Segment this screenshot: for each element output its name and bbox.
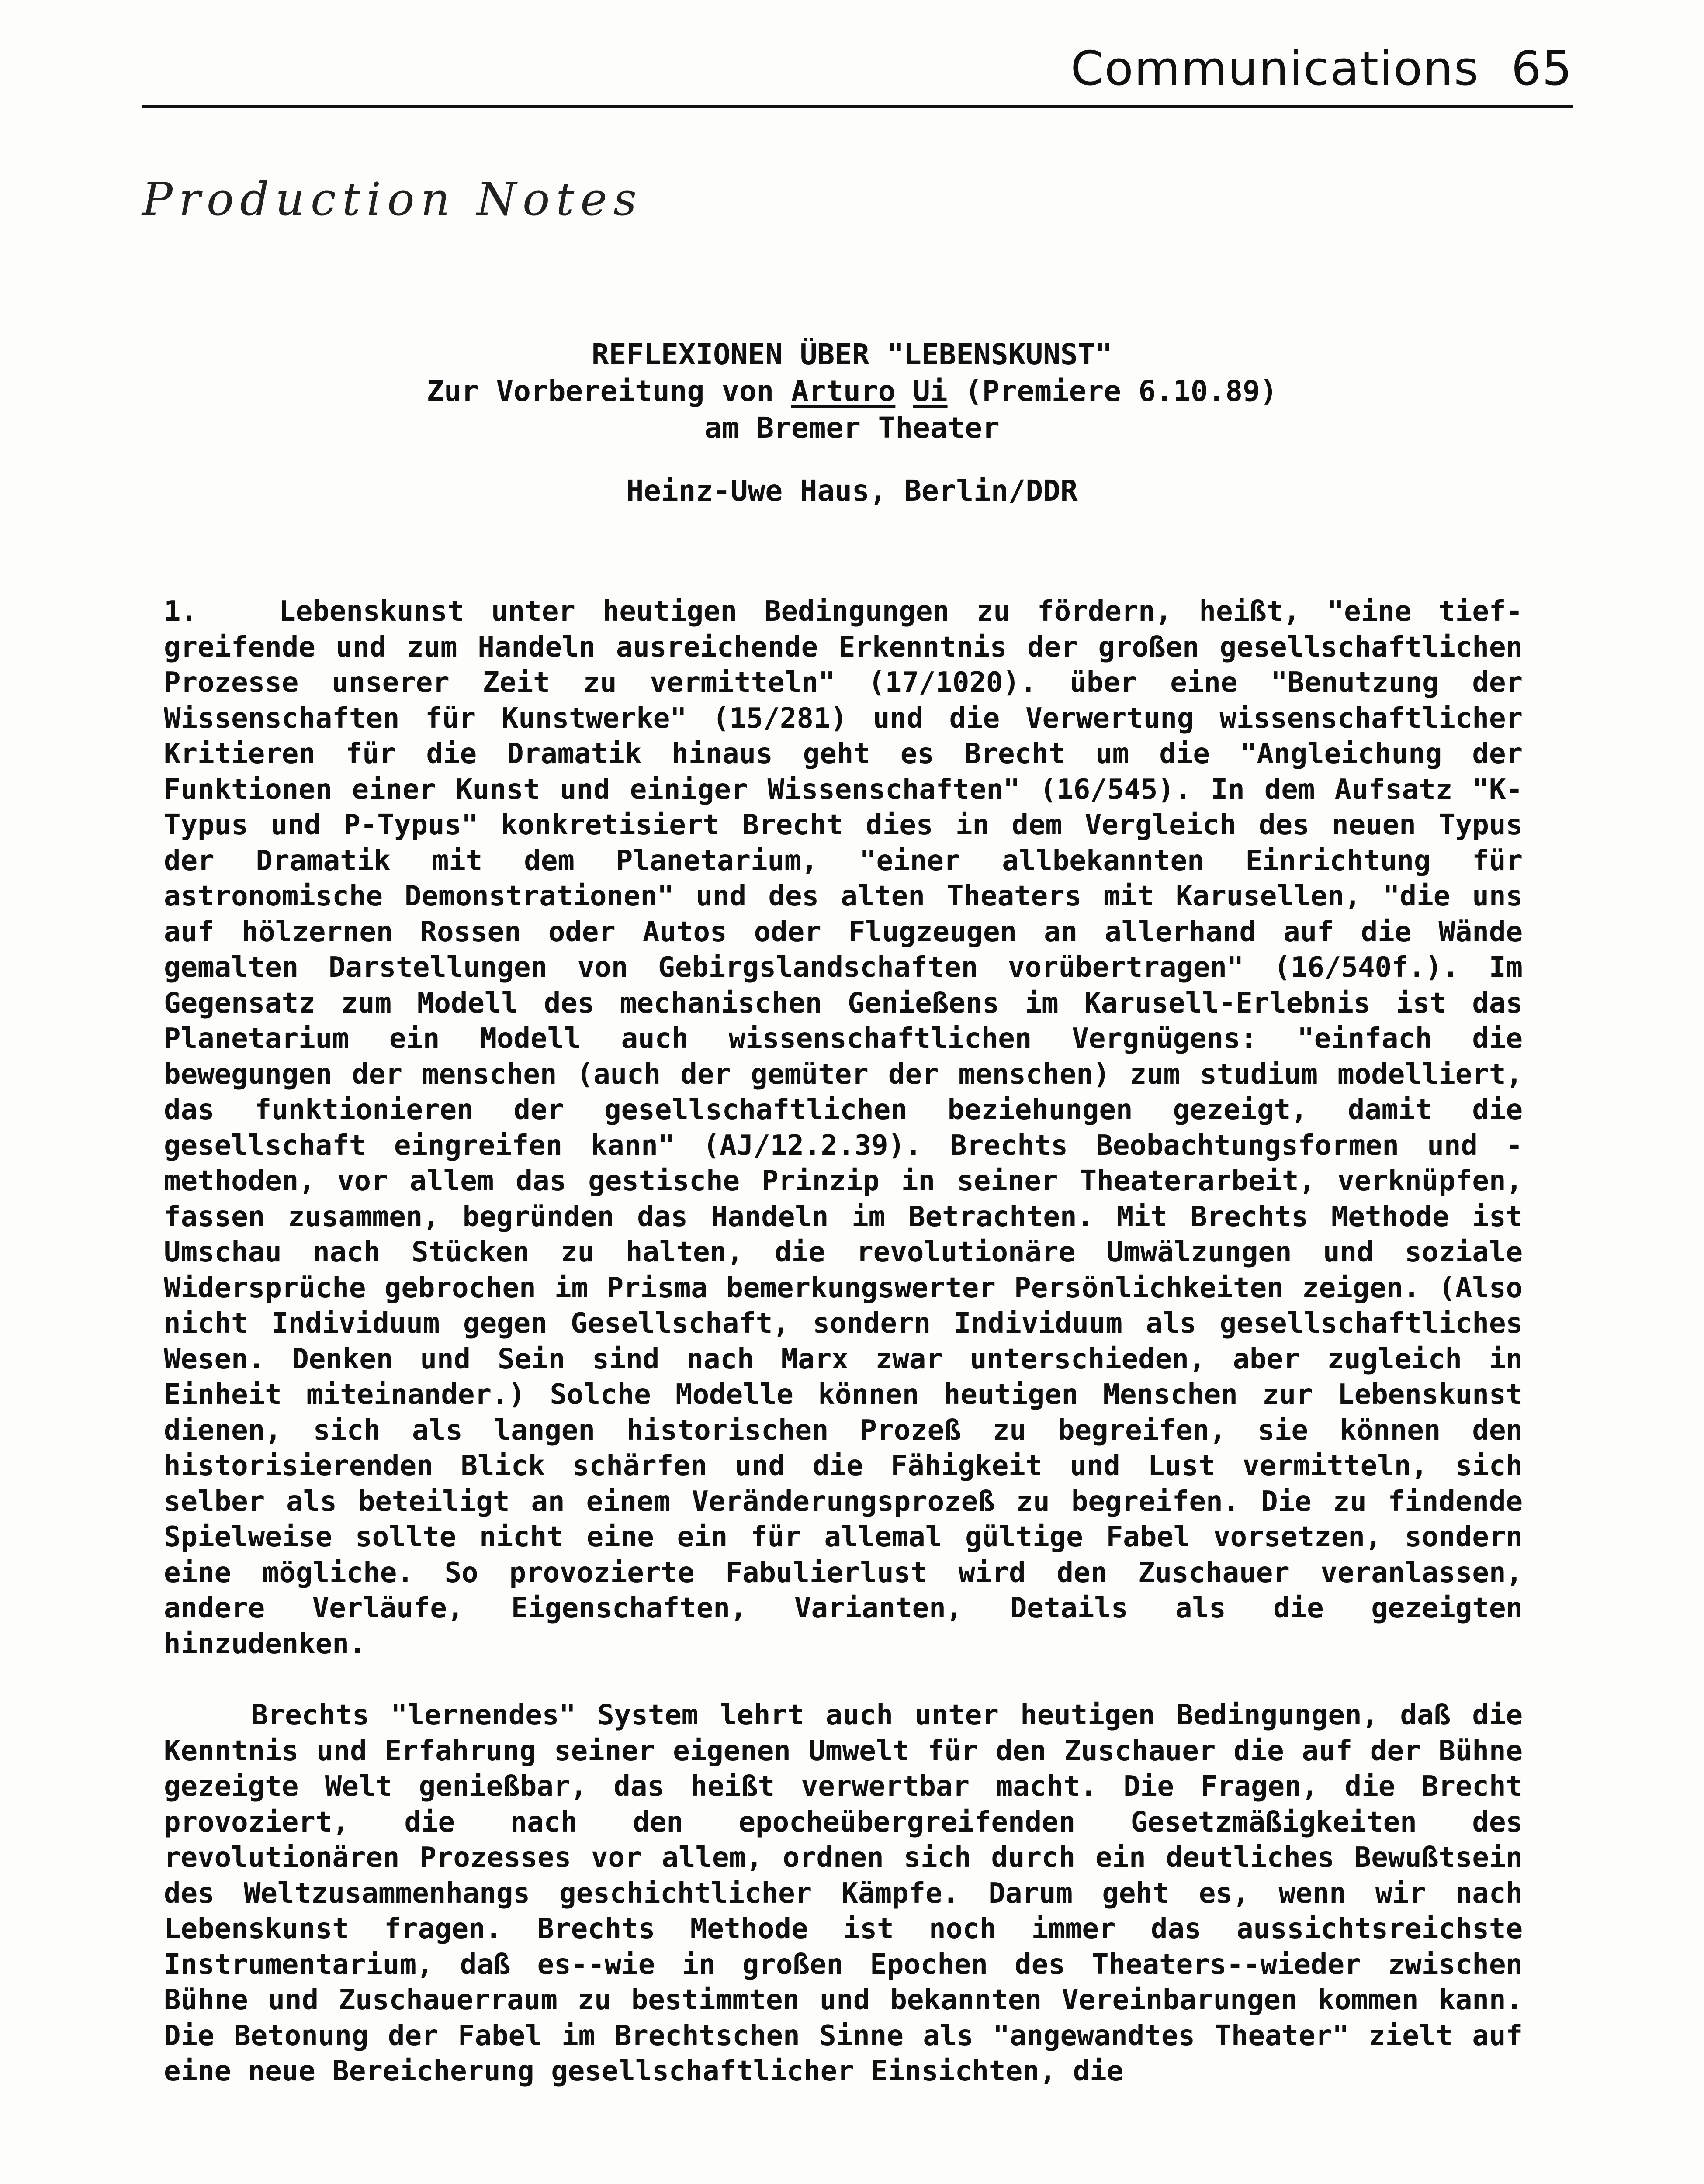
article-title: REFLEXIONEN ÜBER "LEBENSKUNST" xyxy=(591,338,1113,371)
paragraph-1-text: Lebenskunst unter heutigen Bedingungen zu fördern, heißt, "eine tiefgreifende und zum Handeln ausreichende Erkenntnis der großen gesellschaftlichen Prozesse unserer Zeit zu vermitteln" (17/1020). über eine "Benutzung der Wissenschaften für Kunstwerke" (15/281) und die Verwertung wissenschaftlicher Kritieren für die Dramatik hinaus geht es Brecht um die "Angleichung der Funktionen einer Kunst und einiger Wissenschaften" (16/545). In dem Aufsatz "K-Typus und P-Typus" konkretisiert Brecht dies in dem Vergleich des neuen Typus der Dramatik mit dem Planetarium, "einer allbekannten Einrichtung für astronomische Demonstrationen" und des alten Theaters mit Karusellen, "die uns auf hölzernen Rossen oder Autos oder Flugzeugen an allerhand auf die Wände gemalten Darstellungen von Gebirgslandschaften vorübertragen" (16/540f.). Im Gegensatz zum Modell des mechanischen Genießens im Karusell-Erlebnis ist das Planetarium ein Modell auch wissenschaftlichen Vergnügens: "einfach die bewegungen der menschen (auch der gemüter der menschen) zum studium modelliert, das funktionieren der gesellschaftlichen beziehungen gezeigt, damit die gesellschaft eingreifen kann" (AJ/12.2.39). Brechts Beobachtungsformen und -methoden, vor allem das gestische Prinzip in seiner Theaterarbeit, verknüpfen, fassen zusammen, begründen das Handeln im Betrachten. Mit Brechts Methode ist Umschau nach Stücken zu halten, die revolutionäre Umwälzungen und soziale Widersprüche gebrochen im Prisma bemerkungswerter Persönlichkeiten zeigen. (Also nicht Individuum gegen Gesellschaft, sondern Individuum als gesellschaftliches Wesen. Denken und Sein sind nach Marx zwar unterschieden, aber zugleich in Einheit miteinander.) Solche Modelle können heutigen Menschen zur Lebenskunst dienen, sich als langen historischen Prozeß zu begreifen, sie können den historisierenden Blick schärfen und die Fähigkeit und Lust vermitteln, sich selber als beteiligt an einem Veränderungsprozeß zu begreifen. Die zu findende Spielweise sollte nicht eine ein für allemal gültige Fabel vorsetzen, sondern eine mögliche. So provozierte Fabulierlust wird den Zuschauer veranlassen, andere Verläufe, Eigenschaften, Varianten, Details als die gezeigten hinzudenken. xyxy=(164,595,1523,1660)
article-subtitle xyxy=(0,373,1704,410)
paragraph-2-text: Brechts "lernendes" System lehrt auch unter heutigen Bedingungen, daß die Kenntnis und Erfahrung seiner eigenen Umwelt für den Zuschauer die auf der Bühne gezeigte Welt genießbar, das heißt verwertbar macht. Die Fragen, die Brecht provoziert, die nach den epocheübergreifenden Gesetzmäßigkeiten des revolutionären Prozesses vor allem, ordnen sich durch ein deutliches Bewußtsein des Weltzusammenhangs geschichtlicher Kämpfe. Darum geht es, wenn wir nach Lebenskunst fragen. Brechts Methode ist noch immer das aussichtsreichste Instrumentarium, daß es--wie in großen Epochen des Theaters--wieder zwischen Bühne und Zuschauerraum zu bestimmten und bekannten Vereinbarungen kommen kann. Die Betonung der Fabel im Brechtschen Sinne als "angewandtes Theater" zielt auf eine neue Bereicherung gesellschaftlicher Einsichten, die xyxy=(164,1699,1523,2087)
page-number: 65 xyxy=(1511,41,1573,96)
subtitle-work-title-2: Ui xyxy=(913,374,948,408)
subtitle-work-title-1: Arturo xyxy=(791,374,896,408)
paragraph-2 xyxy=(164,1698,1523,2090)
header-rule xyxy=(142,105,1573,108)
article-body xyxy=(164,594,1523,2090)
article-author: Heinz-Uwe Haus, Berlin/DDR xyxy=(626,474,1078,508)
subtitle-prefix: Zur Vorbereitung von xyxy=(426,374,791,408)
article-venue: am Bremer Theater xyxy=(704,411,1000,445)
paragraph-number: 1. xyxy=(164,595,198,628)
running-head-section: Communications xyxy=(1070,41,1479,96)
article-heading xyxy=(0,336,1704,509)
section-label: Production Notes xyxy=(142,173,643,226)
running-head xyxy=(1070,41,1573,96)
paragraph-1 xyxy=(164,594,1523,1662)
subtitle-suffix: (Premiere 6.10.89) xyxy=(947,374,1278,408)
